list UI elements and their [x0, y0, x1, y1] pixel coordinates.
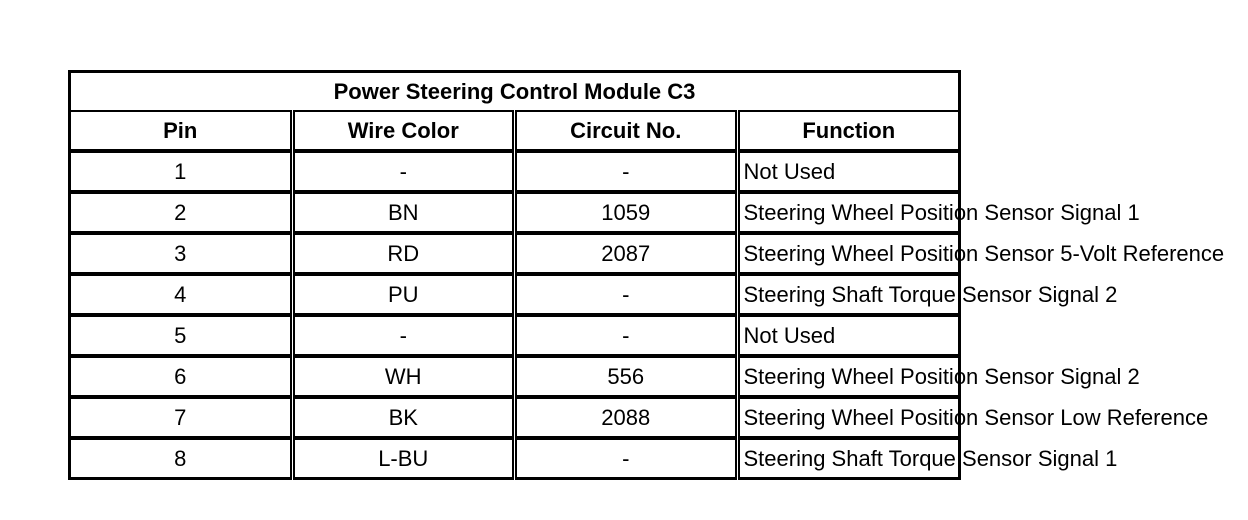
- header-circuit-no: Circuit No.: [515, 111, 738, 151]
- table-row: [70, 315, 960, 356]
- header-function: Function: [737, 111, 960, 151]
- cell-pin: 5: [70, 315, 293, 356]
- cell-circuit-no: 556: [515, 356, 738, 397]
- cell-wire-color: -: [292, 315, 515, 356]
- cell-circuit-no: -: [515, 438, 738, 479]
- cell-pin: 2: [70, 192, 293, 233]
- cell-circuit-no: 2088: [515, 397, 738, 438]
- header-pin: Pin: [70, 111, 293, 151]
- cell-wire-color: L-BU: [292, 438, 515, 479]
- cell-function: Steering Wheel Position Sensor 5-Volt Reference: [737, 233, 960, 274]
- cell-wire-color: RD: [292, 233, 515, 274]
- cell-circuit-no: 2087: [515, 233, 738, 274]
- connector-pinout-table-container: [68, 70, 1225, 480]
- cell-function: Not Used: [737, 315, 960, 356]
- cell-pin: 1: [70, 151, 293, 192]
- cell-circuit-no: -: [515, 274, 738, 315]
- table-row: [70, 274, 960, 315]
- table-row: [70, 397, 960, 438]
- cell-pin: 3: [70, 233, 293, 274]
- header-wire-color: Wire Color: [292, 111, 515, 151]
- cell-circuit-no: -: [515, 315, 738, 356]
- connector-pinout-table: [68, 70, 1225, 480]
- cell-function: Steering Wheel Position Sensor Signal 2: [737, 356, 960, 397]
- table-row: [70, 233, 960, 274]
- cell-wire-color: -: [292, 151, 515, 192]
- cell-pin: 8: [70, 438, 293, 479]
- table-row: [70, 192, 960, 233]
- cell-circuit-no: -: [515, 151, 738, 192]
- table-row: [70, 438, 960, 479]
- cell-wire-color: WH: [292, 356, 515, 397]
- cell-pin: 6: [70, 356, 293, 397]
- cell-wire-color: BN: [292, 192, 515, 233]
- cell-wire-color: PU: [292, 274, 515, 315]
- cell-function: Steering Shaft Torque Sensor Signal 1: [737, 438, 960, 479]
- table-row: [70, 151, 960, 192]
- table-header-row: [70, 111, 960, 151]
- table-row: [70, 356, 960, 397]
- cell-pin: 4: [70, 274, 293, 315]
- cell-function: Steering Shaft Torque Sensor Signal 2: [737, 274, 960, 315]
- cell-wire-color: BK: [292, 397, 515, 438]
- table-title: Power Steering Control Module C3: [70, 72, 960, 112]
- cell-function: Steering Wheel Position Sensor Low Reference: [737, 397, 960, 438]
- cell-circuit-no: 1059: [515, 192, 738, 233]
- cell-pin: 7: [70, 397, 293, 438]
- cell-function: Steering Wheel Position Sensor Signal 1: [737, 192, 960, 233]
- table-title-row: [70, 72, 960, 112]
- cell-function: Not Used: [737, 151, 960, 192]
